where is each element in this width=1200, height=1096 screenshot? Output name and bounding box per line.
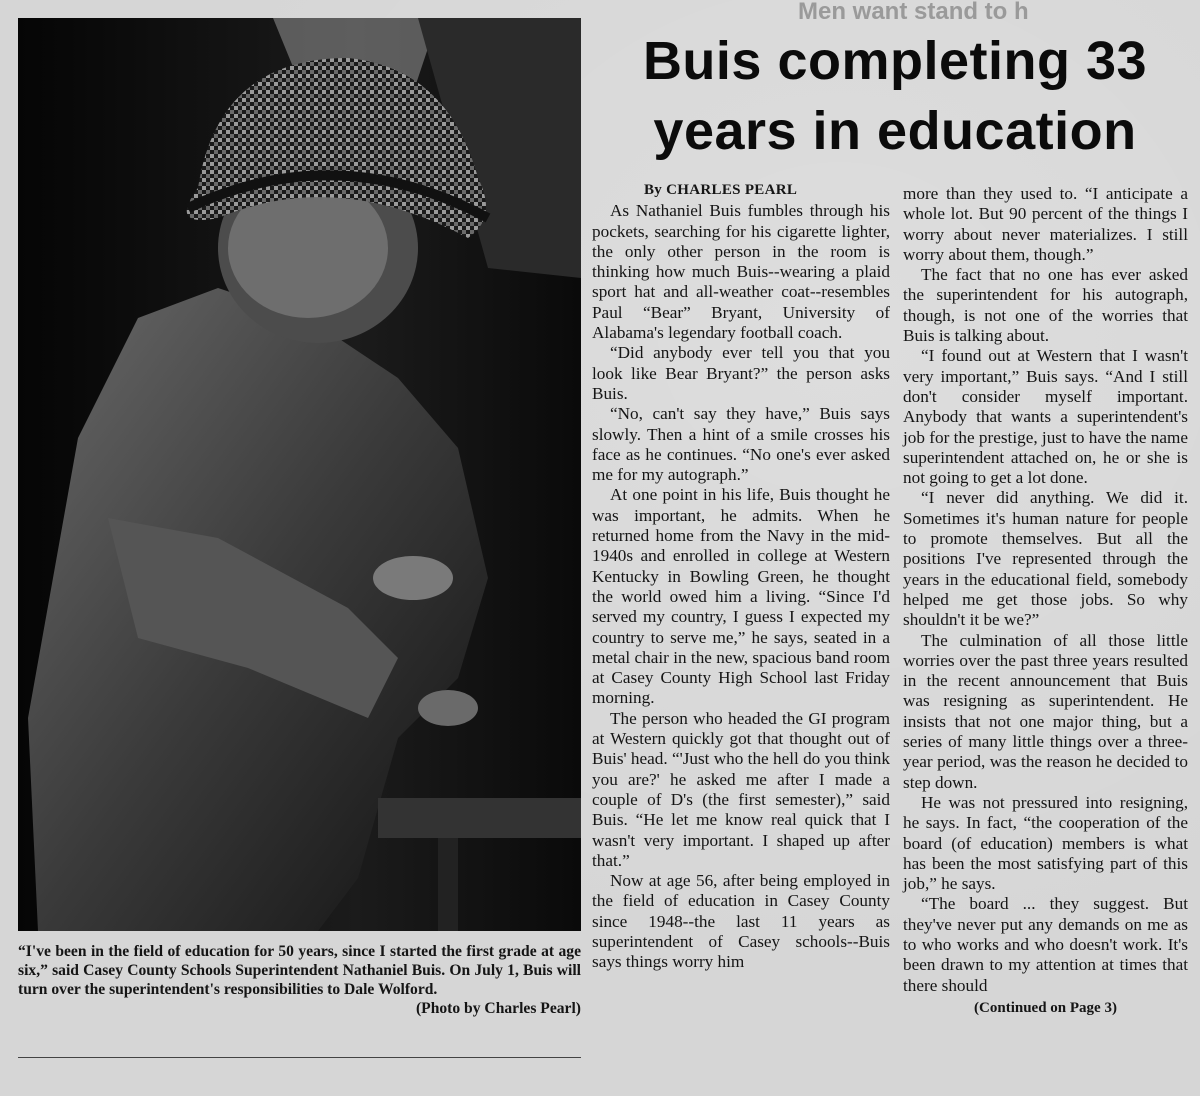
- headline: Buis completing 33 years in education: [642, 31, 1148, 161]
- paragraph: “I never did anything. We did it. Sometimes it's human nature for people to promote themselves. But all the positions I've represented through the years in the educational field, somebody helped me get those jobs. So why shouldn't it be we?”: [903, 488, 1188, 630]
- paragraph: “No, can't say they have,” Buis says slowly. Then a hint of a smile crosses his face as he continues. “No one's ever asked me for my autograph.”: [592, 404, 890, 485]
- paragraph: “Did anybody ever tell you that you look like Bear Bryant?” the person asks Buis.: [592, 343, 890, 403]
- photo-caption: [18, 942, 581, 1018]
- divider: [18, 1057, 581, 1058]
- paragraph: He was not pressured into resigning, he says. In fact, “the cooperation of the board (of education) members is what has been the most satisfying part of this job,” he says.: [903, 792, 1188, 894]
- photo-credit: (Photo by Charles Pearl): [415, 1000, 581, 1017]
- caption-text: “I've been in the field of education for 50 years, since I started the first grade at age six,” said Casey County Schools Superintendent Nathaniel Buis. On July 1, Buis will turn over the superintendent's responsibilities to Dale Wolford.: [18, 943, 581, 998]
- bleed-through-headline: Men want stand to h: [798, 0, 1029, 25]
- photo-image: [18, 18, 581, 931]
- paragraph: The fact that no one has ever asked the superintendent for his autograph, though, is not one of the worries that Buis is talking about.: [903, 265, 1188, 346]
- article-column-2: [903, 184, 1188, 1018]
- continued-notice: (Continued on Page 3): [974, 999, 1117, 1016]
- photo-nathaniel-buis: [18, 18, 581, 931]
- paragraph: As Nathaniel Buis fumbles through his pockets, searching for his cigarette lighter, the only other person in the room is thinking how much Buis--wearing a plaid sport hat and all-weather coat--resembles Paul “Bear” Bryant, University of Alabama's legendary football coach.: [592, 201, 890, 343]
- paragraph: At one point in his life, Buis thought he was important, he admits. When he returned home from the Navy in the mid-1940s and enrolled in college at Western Kentucky in Bowling Green, he thought the world owed him a living. “Since I'd served my country, I guess I expected my country to serve me,” he says, seated in a metal chair in the new, spacious band room at Casey County High School last Friday morning.: [592, 485, 890, 708]
- paragraph: more than they used to. “I anticipate a whole lot. But 90 percent of the things I worry about never materializes. I still worry about them, though.”: [903, 184, 1188, 264]
- paragraph: The person who headed the GI program at Western quickly got that thought out of Buis' head. “'Just who the hell do you think you are?' he asked me after I made a couple of D's (the first semester),” said Buis. “He let me know real quick that I wasn't very important. I shaped up after that.”: [592, 708, 890, 870]
- paragraph: “The board ... they suggest. But they've never put any demands on me as to who works and who doesn't work. It's been drawn to my attention at times that there should: [903, 894, 1188, 995]
- paragraph: Now at age 56, after being employed in the field of education in Casey County since 1948--the last 11 years as superintendent of Casey schools--Buis says things worry him: [592, 871, 890, 972]
- paragraph: “I found out at Western that I wasn't very important,” Buis says. “And I still don't consider myself important. Anybody that wants a superintendent's job for the prestige, just to have the name superintendent attached on, he or she is not going to get a lot done.: [903, 346, 1188, 488]
- byline: By CHARLES PEARL: [644, 182, 798, 198]
- paragraph: The culmination of all those little worries over the past three years resulted in the recent announcement that Buis was resigning as superintendent. He insists that not one major thing, but a series of many little things over a three-year period, was the reason he decided to step down.: [903, 630, 1188, 792]
- article-column-1: [592, 180, 890, 973]
